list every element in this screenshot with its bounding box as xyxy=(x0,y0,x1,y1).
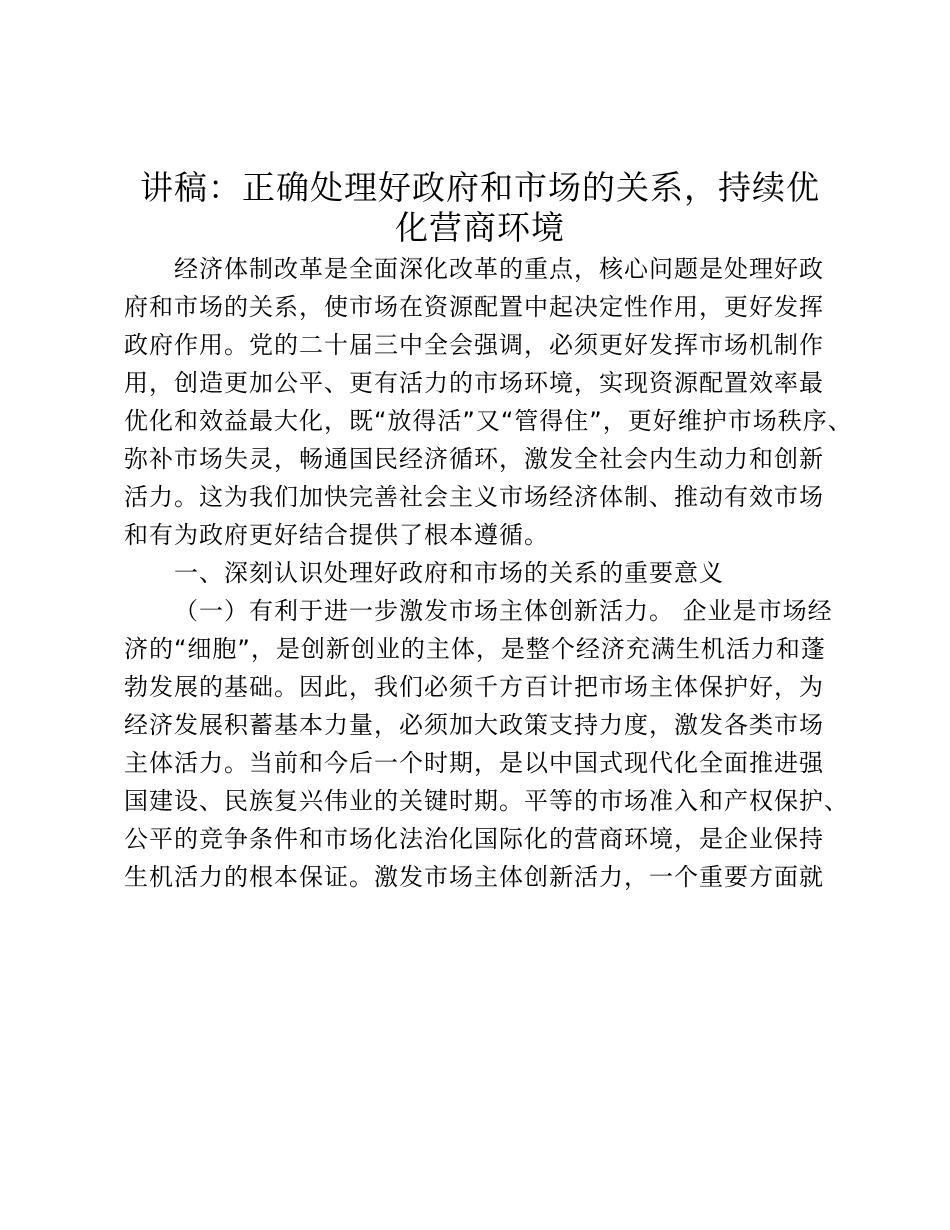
text-line: 一、深刻认识处理好政府和市场的关系的重要意义 xyxy=(174,559,724,587)
title-line: 化营商环境 xyxy=(395,208,565,247)
text-line: 政府作用。党的二十届三中全会强调，必须更好发挥市场机制作 xyxy=(124,331,824,359)
subsection-paragraph xyxy=(124,592,849,896)
document-title xyxy=(124,168,836,248)
text-line: （一）有利于进一步激发市场主体创新活力。 企业是市场经 xyxy=(174,597,833,625)
text-line: 公平的竞争条件和市场化法治化国际化的营商环境，是企业保持 xyxy=(124,825,824,853)
text-line: 用，创造更加公平、更有活力的市场环境，实现资源配置效率最 xyxy=(124,369,824,397)
intro-paragraph xyxy=(124,250,853,554)
document-body xyxy=(124,250,853,896)
section-heading xyxy=(124,554,836,592)
text-line: 优化和效益最大化，既“放得活”又“管得住”，更好维护市场秩序、 xyxy=(124,407,853,435)
text-line: 经济体制改革是全面深化改革的重点，核心问题是处理好政 xyxy=(174,255,824,283)
text-line: 国建设、民族复兴伟业的关键时期。平等的市场准入和产权保护、 xyxy=(124,787,849,815)
text-line: 济的“细胞”，是创新创业的主体，是整个经济充满生机活力和蓬 xyxy=(124,635,826,663)
text-line: 经济发展积蓄基本力量，必须加大政策支持力度，激发各类市场 xyxy=(124,711,824,739)
text-line: 和有为政府更好结合提供了根本遵循。 xyxy=(124,521,549,549)
text-line: 弥补市场失灵，畅通国民经济循环，激发全社会内生动力和创新 xyxy=(124,445,824,473)
text-line: 勃发展的基础。因此，我们必须千方百计把市场主体保护好，为 xyxy=(124,673,824,701)
text-line: 府和市场的关系，使市场在资源配置中起决定性作用，更好发挥 xyxy=(124,293,824,321)
document-page xyxy=(124,168,853,896)
title-line: 讲稿：正确处理好政府和市场的关系，持续优 xyxy=(140,168,820,207)
text-line: 生机活力的根本保证。激发市场主体创新活力，一个重要方面就 xyxy=(124,863,824,891)
text-line: 主体活力。当前和今后一个时期，是以中国式现代化全面推进强 xyxy=(124,749,824,777)
text-line: 活力。这为我们加快完善社会主义市场经济体制、推动有效市场 xyxy=(124,483,824,511)
